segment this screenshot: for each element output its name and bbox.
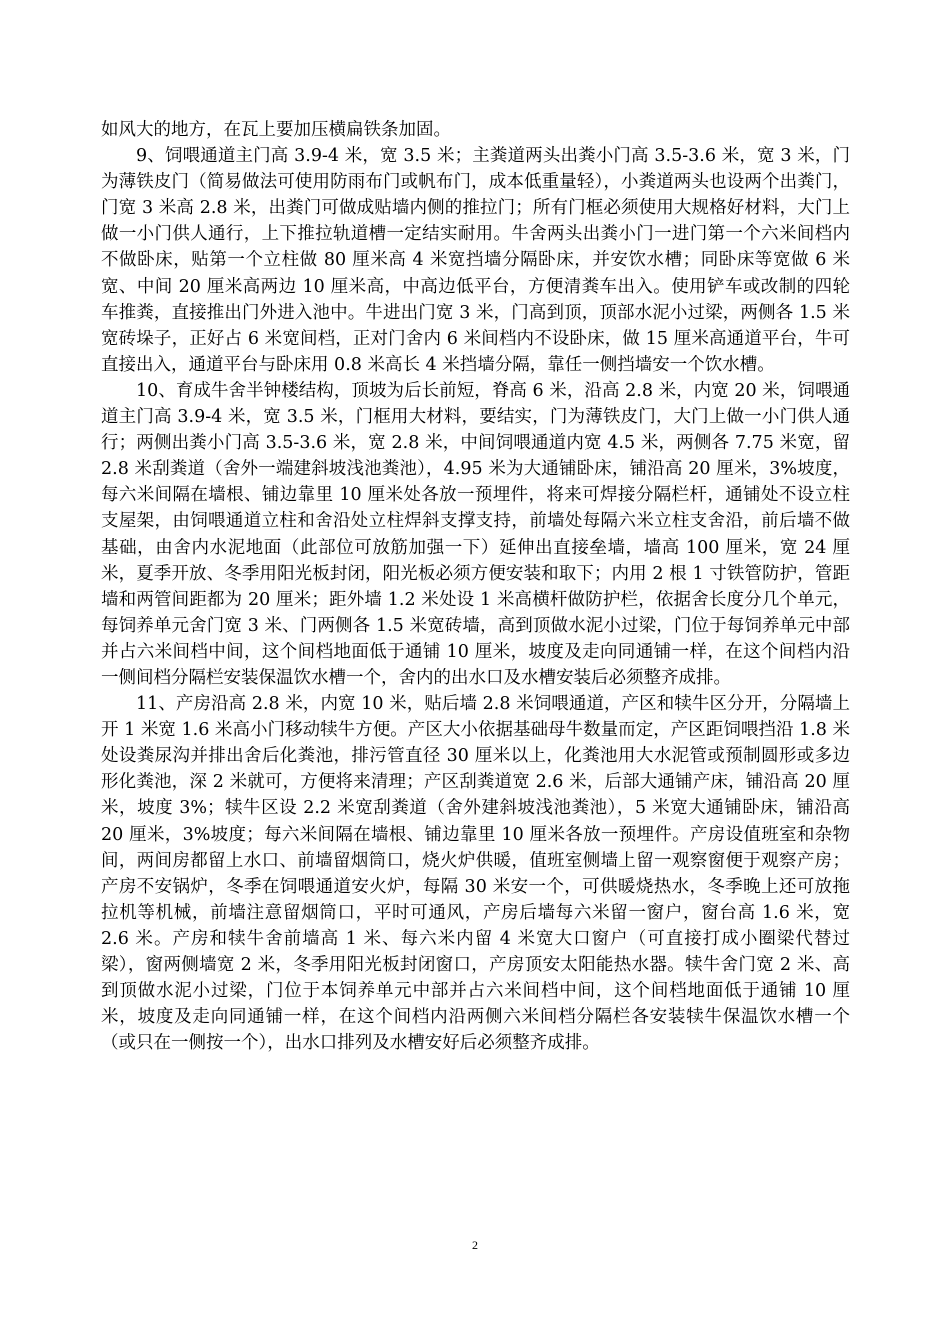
body-text — [101, 117, 850, 1056]
paragraph-item-10: 10、育成牛舍半钟楼结构，顶坡为后长前短，脊高 6 米，沿高 2.8 米，内宽 20 米，饲喂通道主门高 3.9-4 米，宽 3.5 米，门框用大材料，要结实，门为薄铁皮门，大门上做一小门供人通行；两侧出粪小门高 3.5-3.6 米，宽 2.8 米，中间饲喂通道内宽 4.5 米，两侧各 7.75 米宽，留 2.8 米刮粪道（舍外一端建斜坡浅池粪池），4.95 米为大通铺卧床，铺沿高 20 厘米，3%坡度，每六米间隔在墙根、铺边靠里 10 厘米处各放一预埋件，将来可焊接分隔栏杆，通铺处不设立柱支屋架，由饲喂通道立柱和舍沿处立柱焊斜支撑支持，前墙处每隔六米立柱支舍沿，前后墙不做基础，由舍内水泥地面（此部位可放筋加强一下）延伸出直接垒墙，墙高 100 厘米，宽 24 厘米，夏季开放、冬季用阳光板封闭，阳光板必须方便安装和取下；内用 2 根 1 寸铁管防护，管距墙和两管间距都为 20 厘米；距外墙 1.2 米处设 1 米高横杆做防护栏，依据舍长度分几个单元，每饲养单元舍门宽 3 米、门两侧各 1.5 米宽砖墙，高到顶做水泥小过梁，门位于每饲养单元中部并占六米间档中间，这个间档地面低于通铺 10 厘米，坡度及走向同通铺一样，在这个间档内沿一侧间档分隔栏安装保温饮水槽一个，舍内的出水口及水槽安装后必须整齐成排。 — [101, 380, 850, 688]
paragraph-continuation: 如风大的地方，在瓦上要加压横扁铁条加固。 — [101, 120, 451, 140]
paragraph-item-11: 11、产房沿高 2.8 米，内宽 10 米，贴后墙 2.8 米饲喂通道，产区和犊牛区分开，分隔墙上开 1 米宽 1.6 米高小门移动犊牛方便。产区大小依据基础母牛数量而定，产区距饲喂挡沿 1.8 米处设粪尿沟并排出舍后化粪池，排污管直径 30 厘米以上，化粪池用大水泥管或预制圆形或多边形化粪池，深 2 米就可，方便将来清理；产区刮粪道宽 2.6 米，后部大通铺产床，铺沿高 20 厘米，坡度 3%；犊牛区设 2.2 米宽刮粪道（舍外建斜坡浅池粪池），5 米宽大通铺卧床，铺沿高 20 厘米，3%坡度；每六米间隔在墙根、铺边靠里 10 厘米各放一预埋件。产房设值班室和杂物间，两间房都留上水口、前墙留烟筒口，烧火炉供暖，值班室侧墙上留一观察窗便于观察产房；产房不安锅炉，冬季在饲喂通道安火炉，每隔 30 米安一个，可供暖烧热水，冬季晚上还可放拖拉机等机械，前墙注意留烟筒口，平时可通风，产房后墙每六米留一窗户，窗台高 1.6 米，宽 2.6 米。产房和犊牛舍前墙高 1 米、每六米内留 4 米宽大口窗户（可直接打成小圈梁代替过梁），窗两侧墙宽 2 米，冬季用阳光板封闭窗口，产房顶安太阳能热水器。犊牛舍门宽 2 米、高到顶做水泥小过梁，门位于本饲养单元中部并占六米间档中间，这个间档地面低于通铺 10 厘米，坡度及走向同通铺一样，在这个间档内沿两侧六米间档分隔栏各安装犊牛保温饮水槽一个（或只在一侧按一个），出水口排列及水槽安好后必须整齐成排。 — [101, 694, 850, 1054]
page-number: 2 — [472, 1238, 478, 1252]
paragraph-item-9: 9、饲喂通道主门高 3.9-4 米，宽 3.5 米；主粪道两头出粪小门高 3.5-3.6 米，宽 3 米，门为薄铁皮门（简易做法可使用防雨布门或帆布门，成本低重量轻），小粪道两头也设两个出粪门，门宽 3 米高 2.8 米，出粪门可做成贴墙内侧的推拉门；所有门框必须使用大规格好材料，大门上做一小门供人通行，上下推拉轨道槽一定结实耐用。牛舍两头出粪小门一进门第一个六米间档内不做卧床，贴第一个立柱做 80 厘米高 4 米宽挡墙分隔卧床，并安饮水槽；同卧床等宽做 6 米宽、中间 20 厘米高两边 10 厘米高，中高边低平台，方便清粪车出入。使用铲车或改制的四轮车推粪，直接推出门外进入池中。牛进出门宽 3 米，门高到顶，顶部水泥小过梁，两侧各 1.5 米宽砖垛子，正好占 6 米宽间档，正对门舍内 6 米间档内不设卧床，做 15 厘米高通道平台，牛可直接出入，通道平台与卧床用 0.8 米高长 4 米挡墙分隔，靠任一侧挡墙安一个饮水槽。 — [101, 146, 850, 375]
